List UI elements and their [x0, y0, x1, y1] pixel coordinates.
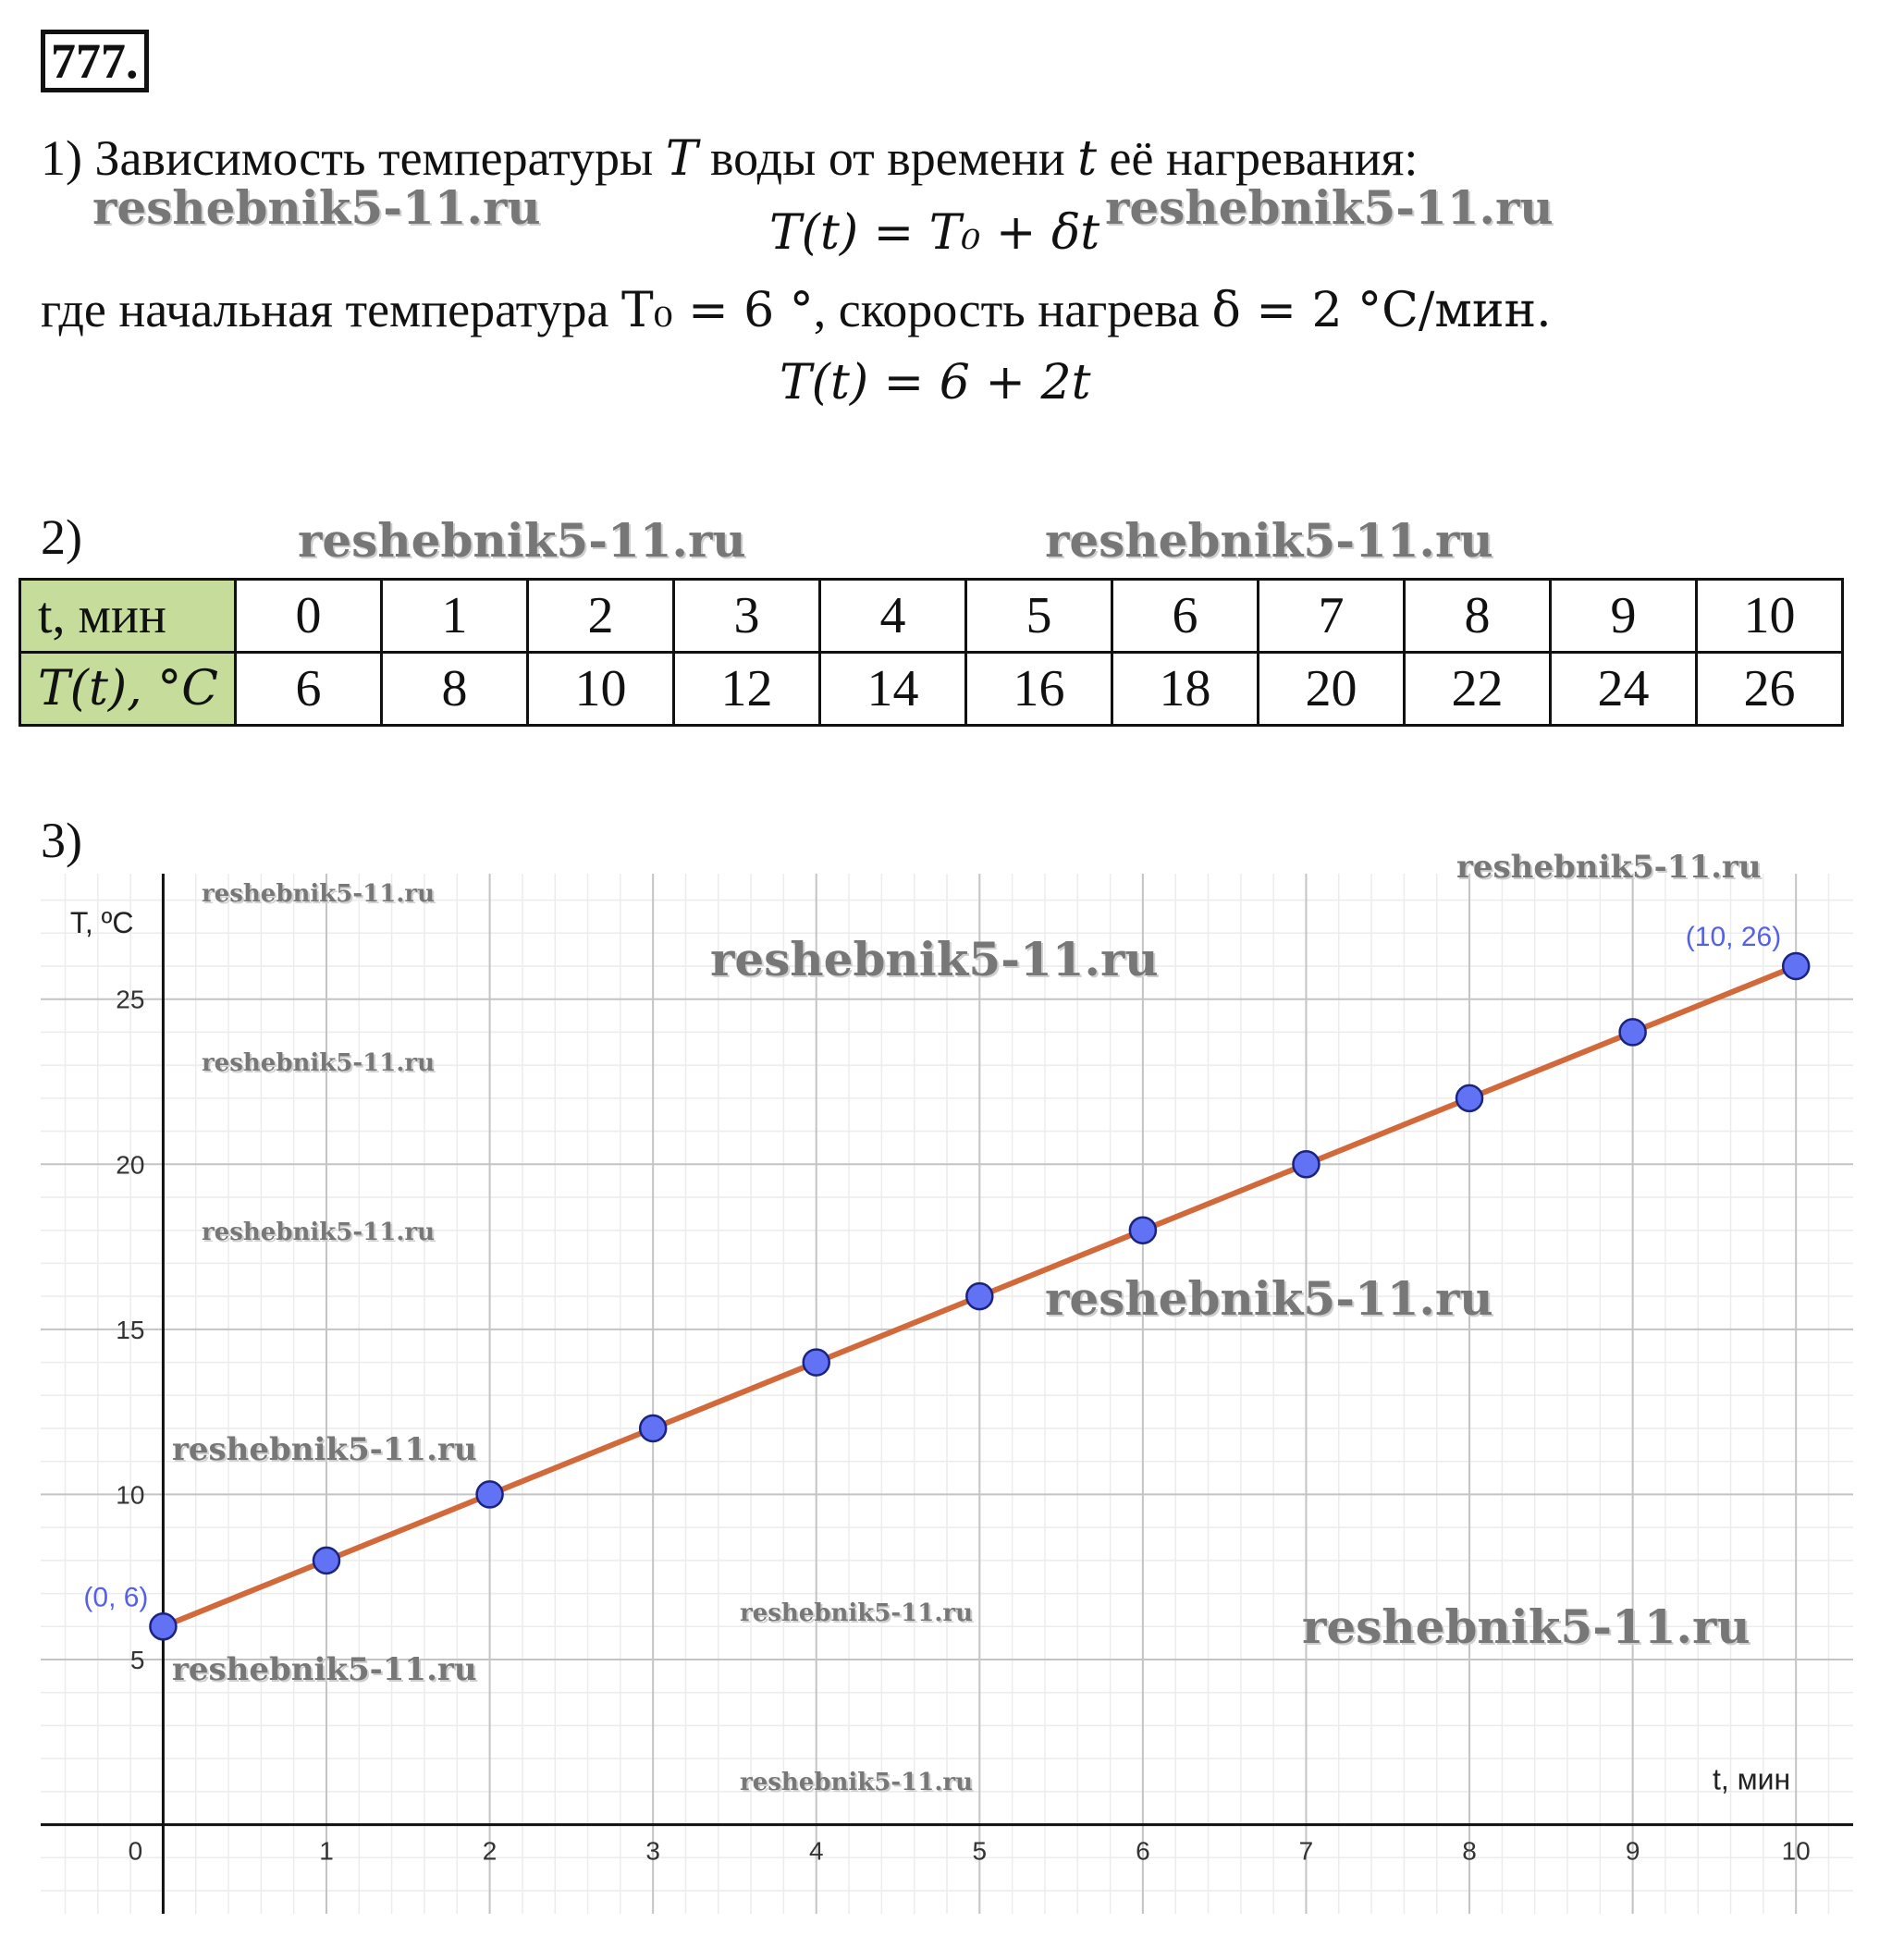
table-cell-temperature: 24 — [1551, 653, 1697, 726]
watermark: reshebnik5-11.ru — [172, 1651, 477, 1688]
table-cell-temperature: 18 — [1112, 653, 1259, 726]
watermark: reshebnik5-11.ru — [1302, 1599, 1750, 1654]
watermark: reshebnik5-11.ru — [172, 1431, 477, 1468]
data-point — [640, 1415, 666, 1441]
table-cell-temperature: 8 — [382, 653, 528, 726]
table-cell-time: 2 — [528, 580, 674, 653]
text2-mid: , скорость нагрева — [813, 282, 1200, 337]
watermark: reshebnik5-11.ru — [740, 1769, 974, 1796]
data-point — [966, 1283, 992, 1309]
table-cell-temperature: 12 — [674, 653, 820, 726]
text2-delta: δ = 2 °C/мин. — [1211, 283, 1552, 338]
data-point — [1130, 1218, 1156, 1243]
watermark: reshebnik5-11.ru — [202, 1219, 436, 1246]
watermark: reshebnik5-11.ru — [92, 180, 541, 235]
x-tick-label: 9 — [1625, 1836, 1640, 1866]
table-cell-time: 8 — [1405, 580, 1551, 653]
watermark: reshebnik5-11.ru — [1105, 180, 1554, 235]
table-cell-temperature: 20 — [1259, 653, 1405, 726]
table-cell-time: 10 — [1697, 580, 1843, 653]
watermark: reshebnik5-11.ru — [202, 880, 436, 908]
x-tick-label: 10 — [1781, 1836, 1811, 1866]
watermark: reshebnik5-11.ru — [710, 932, 1159, 986]
y-axis-label: T, ºC — [69, 906, 134, 939]
part1-text2 — [41, 281, 1552, 339]
x-tick-label: 2 — [482, 1836, 497, 1866]
temperature-chart — [41, 874, 1853, 1914]
table-row-time — [20, 580, 1843, 653]
table-header-time: t, мин — [20, 580, 236, 653]
var-T: T — [665, 131, 698, 187]
watermark: reshebnik5-11.ru — [1456, 849, 1762, 886]
table-cell-temperature: 10 — [528, 653, 674, 726]
table-cell-temperature: 14 — [820, 653, 966, 726]
part2-label: 2) — [41, 509, 82, 565]
data-point — [150, 1613, 176, 1639]
data-point — [1293, 1151, 1319, 1177]
var-t: t — [1077, 131, 1098, 187]
table-cell-time: 6 — [1112, 580, 1259, 653]
table-row-temperature — [20, 653, 1843, 726]
table-cell-temperature: 22 — [1405, 653, 1551, 726]
table-header-temperature: T(t), °C — [20, 653, 236, 726]
text2-pre: где начальная температура — [41, 282, 609, 337]
table-cell-temperature: 6 — [236, 653, 382, 726]
text2-T0: T₀ = 6 ° — [621, 283, 814, 338]
y-tick-label: 25 — [116, 985, 145, 1014]
table-cell-temperature: 26 — [1697, 653, 1843, 726]
watermark: reshebnik5-11.ru — [1045, 1271, 1493, 1326]
data-point — [477, 1481, 503, 1507]
x-tick-label: 8 — [1462, 1836, 1477, 1866]
x-tick-label: 0 — [128, 1836, 143, 1866]
data-point — [1783, 953, 1809, 979]
watermark: reshebnik5-11.ru — [740, 1599, 974, 1627]
part1-label: 1) — [41, 130, 82, 186]
point-label: (0, 6) — [83, 1582, 149, 1613]
watermark: reshebnik5-11.ru — [298, 513, 746, 568]
table-cell-temperature: 16 — [966, 653, 1112, 726]
table-cell-time: 3 — [674, 580, 820, 653]
x-tick-label: 3 — [645, 1836, 660, 1866]
x-tick-label: 6 — [1136, 1836, 1150, 1866]
y-tick-label: 20 — [116, 1150, 145, 1180]
part1-text-mid: воды от времени — [710, 130, 1065, 186]
y-tick-label: 10 — [116, 1480, 145, 1510]
formula-general: T(t) = T₀ + δt — [769, 205, 1100, 261]
x-axis-label: t, мин — [1712, 1762, 1791, 1796]
x-tick-label: 5 — [972, 1836, 988, 1866]
part1-text — [41, 129, 1418, 188]
values-table — [18, 578, 1844, 727]
watermark: reshebnik5-11.ru — [202, 1049, 436, 1077]
table-cell-time: 7 — [1259, 580, 1405, 653]
data-point — [313, 1548, 339, 1574]
data-point — [804, 1350, 829, 1376]
part1-text-pre: Зависимость температуры — [94, 130, 654, 186]
table-cell-time: 0 — [236, 580, 382, 653]
part3-label: 3) — [41, 813, 82, 868]
y-tick-label: 15 — [116, 1315, 145, 1344]
table-cell-time: 5 — [966, 580, 1112, 653]
table-cell-time: 4 — [820, 580, 966, 653]
table-cell-time: 9 — [1551, 580, 1697, 653]
x-tick-label: 1 — [319, 1836, 334, 1866]
data-point — [1620, 1019, 1646, 1045]
point-label: (10, 26) — [1685, 922, 1782, 952]
watermark: reshebnik5-11.ru — [1045, 513, 1493, 568]
table-cell-time: 1 — [382, 580, 528, 653]
part1-text-post: её нагревания: — [1109, 130, 1419, 186]
formula-specific: T(t) = 6 + 2t — [780, 355, 1091, 410]
problem-number: 777. — [41, 30, 149, 92]
x-tick-label: 4 — [808, 1836, 824, 1866]
data-point — [1456, 1085, 1482, 1111]
x-tick-label: 7 — [1298, 1836, 1314, 1866]
y-tick-label: 5 — [129, 1646, 145, 1674]
